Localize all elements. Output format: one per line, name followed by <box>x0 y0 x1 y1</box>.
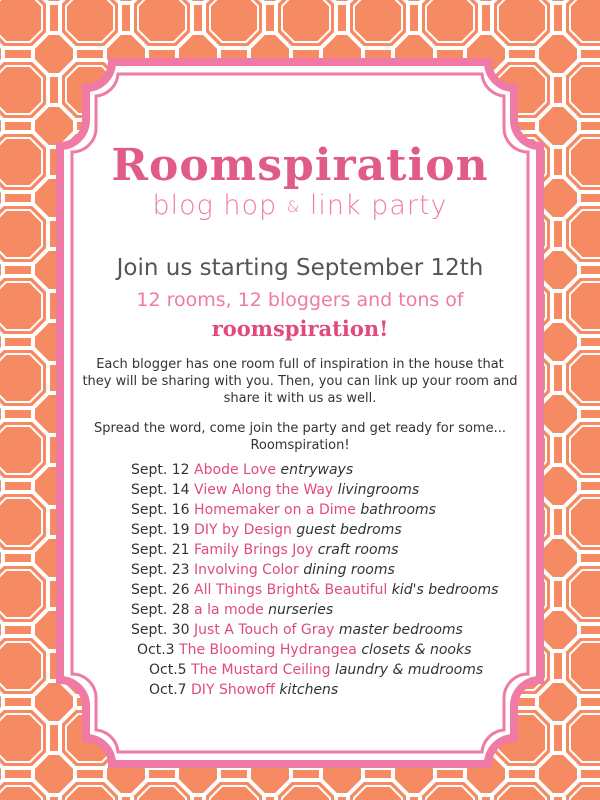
schedule-item <box>131 620 463 640</box>
schedule-blog-link[interactable]: DIY Showoff <box>191 682 275 698</box>
schedule-room: dining rooms <box>303 562 395 578</box>
schedule-room: guest bedroms <box>296 522 402 538</box>
schedule-room: nurseries <box>268 602 334 618</box>
schedule-date: Sept. 21 <box>131 542 190 558</box>
schedule-room: craft rooms <box>317 542 399 558</box>
schedule-blog-link[interactable]: Just A Touch of Gray <box>194 622 335 638</box>
schedule-date: Sept. 28 <box>131 602 190 618</box>
schedule-item <box>131 560 395 580</box>
subtitle-amp: & <box>286 197 301 216</box>
schedule-item <box>131 480 419 500</box>
schedule-date: Sept. 14 <box>131 482 190 498</box>
schedule-room: entryways <box>280 462 354 478</box>
rooms-tagline: 12 rooms, 12 bloggers and tons of <box>136 289 464 311</box>
subtitle <box>0 190 600 221</box>
schedule-date: Oct.7 <box>149 682 187 698</box>
page-title: Roomspiration <box>111 140 489 191</box>
join-heading: Join us starting September 12th <box>116 255 484 281</box>
schedule-blog-link[interactable]: Involving Color <box>194 562 299 578</box>
subtitle-part1: blog hop <box>152 190 278 221</box>
schedule-room: bathrooms <box>360 502 436 518</box>
schedule-room: laundry & mudrooms <box>334 662 484 678</box>
roomspiration-tagline: roomspiration! <box>211 316 389 341</box>
schedule-item <box>131 580 498 600</box>
subtitle-part2: link party <box>309 190 448 221</box>
schedule-room: livingrooms <box>337 482 420 498</box>
schedule-blog-link[interactable]: The Mustard Ceiling <box>191 662 331 678</box>
schedule-item <box>149 660 483 680</box>
schedule-date: Sept. 26 <box>131 582 190 598</box>
schedule-item <box>131 500 436 520</box>
schedule-blog-link[interactable]: DIY by Design <box>194 522 292 538</box>
schedule-date: Sept. 23 <box>131 562 190 578</box>
schedule-item <box>131 520 402 540</box>
schedule-blog-link[interactable]: a la mode <box>194 602 264 618</box>
schedule-date: Sept. 12 <box>131 462 190 478</box>
schedule-date: Sept. 30 <box>131 622 190 638</box>
schedule-item <box>137 640 471 660</box>
schedule-room: kid's bedrooms <box>391 582 499 598</box>
schedule-blog-link[interactable]: View Along the Way <box>194 482 334 498</box>
schedule-room: closets & nooks <box>361 642 472 658</box>
schedule-blog-link[interactable]: Homemaker on a Dime <box>194 502 356 518</box>
schedule-item <box>131 600 333 620</box>
schedule-blog-link[interactable]: Family Brings Joy <box>194 542 314 558</box>
schedule-date: Oct.3 <box>137 642 175 658</box>
schedule-date: Oct.5 <box>149 662 187 678</box>
schedule-room: kitchens <box>279 682 339 698</box>
description-text: Each blogger has one room full of inspiration in the house that they will be sharing with you. Then, you can link up your room and share it with us as well. <box>82 357 518 406</box>
schedule-item <box>131 540 398 560</box>
schedule-room: master bedrooms <box>338 622 463 638</box>
schedule-item <box>131 460 353 480</box>
schedule-blog-link[interactable]: All Things Bright& Beautiful <box>194 582 388 598</box>
schedule-date: Sept. 19 <box>131 522 190 538</box>
schedule-blog-link[interactable]: The Blooming Hydrangea <box>179 642 357 658</box>
schedule-blog-link[interactable]: Abode Love <box>194 462 277 478</box>
spread-text: Spread the word, come join the party and get ready for some... Roomspiration! <box>94 421 506 453</box>
schedule-date: Sept. 16 <box>131 502 190 518</box>
schedule-item <box>149 680 338 700</box>
